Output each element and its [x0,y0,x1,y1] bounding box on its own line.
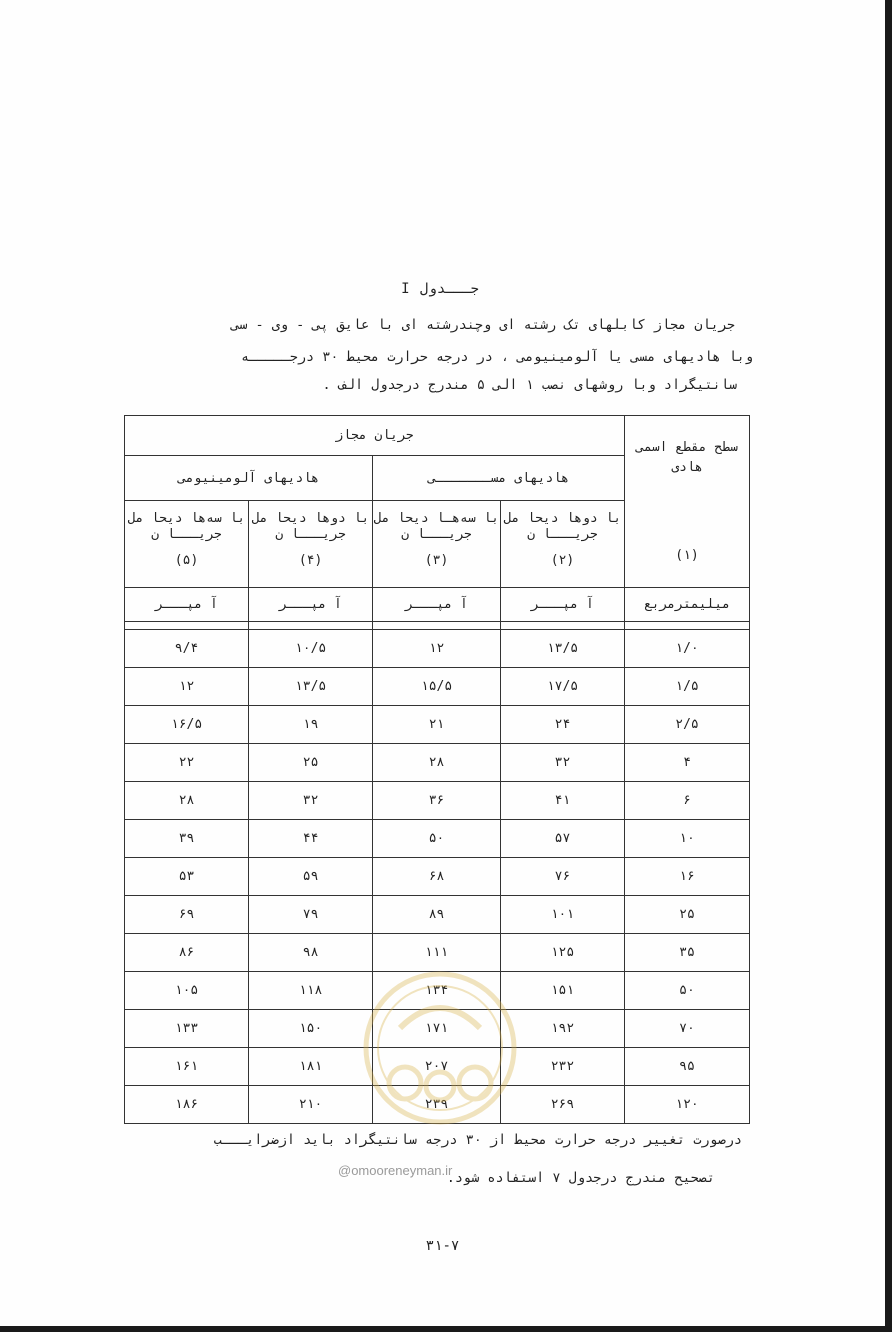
allowed-current-table [124,415,750,1124]
cell-area: ۷۰ [625,1010,750,1048]
col5-number: (۵) [174,553,199,568]
watermark-url: @omooreneyman.ir [338,1163,453,1178]
table-row [125,820,750,858]
cell-cu2: ۱۲۵ [500,934,624,972]
cell-al3: ۳۹ [125,820,249,858]
col2-number: (۲) [550,553,575,568]
cell-al2: ۳۲ [249,782,373,820]
cell-al2: ۵۹ [249,858,373,896]
allowed-current-header: جریان مجاز [125,416,625,456]
col4-header [249,501,373,588]
cell-area: ۱۲۰ [625,1086,750,1124]
cross-section-col-number: (۱) [675,548,699,563]
copper-group-header: هادیهای مســـــــی [373,456,625,501]
table-row [125,896,750,934]
unit-col5: آ مپـــر [125,588,249,622]
cell-al2: ۱۵۰ [249,1010,373,1048]
col3-label: با سه‌هـا دیحا مل جریـــا ن [373,511,500,542]
cell-al2: ۷۹ [249,896,373,934]
cell-area: ۴ [625,744,750,782]
cell-cu3: ۱۷۱ [373,1010,501,1048]
table-caption-line-2: وبا هادیهای مسی یا آلومینیومی ، در درجه حرارت محیط ۳۰ درجـــــه [240,349,753,365]
table-row [125,972,750,1010]
cell-cu3: ۱۲ [373,630,501,668]
cross-section-label: سطح مقطع اسمی هادی [636,440,738,475]
cell-cu2: ۲۴ [500,706,624,744]
col4-label: با دوها دیحا مل جریـــا ن [251,511,370,542]
cell-al3: ۱۶/۵ [125,706,249,744]
table-caption-line-3: سانتیگراد وبا روشهای نصب ۱ الی ۵ مندرج درجدول الف . [322,377,737,393]
cell-cu2: ۷۶ [500,858,624,896]
cell-al2: ۱۰/۵ [249,630,373,668]
cell-cu3: ۶۸ [373,858,501,896]
page-number: ۳۱-۷ [425,1238,460,1254]
cell-cu3: ۲۳۹ [373,1086,501,1124]
header-spacer [125,622,750,630]
cell-al3: ۶۹ [125,896,249,934]
cell-cu2: ۱۹۲ [500,1010,624,1048]
cell-al3: ۲۲ [125,744,249,782]
cell-al2: ۲۵ [249,744,373,782]
col3-header [373,501,501,588]
cell-al3: ۲۸ [125,782,249,820]
cell-cu3: ۵۰ [373,820,501,858]
unit-col4: آ مپـــر [249,588,373,622]
table-row [125,1048,750,1086]
footer-note-line-1: درصورت تغییر درجه حرارت محیط از ۳۰ درجه سانتیگراد باید ازضرایـــب [213,1132,742,1148]
table-row [125,744,750,782]
cell-cu2: ۱۳/۵ [500,630,624,668]
aluminum-group-header: هادیهای آلومینیومی [125,456,373,501]
cell-al2: ۱۳/۵ [249,668,373,706]
cell-cu2: ۵۷ [500,820,624,858]
unit-col2: آ مپـــر [500,588,624,622]
col4-number: (۴) [298,553,323,568]
cell-al2: ۴۴ [249,820,373,858]
cell-cu3: ۲۰۷ [373,1048,501,1086]
cell-cu2: ۱۷/۵ [500,668,624,706]
cell-cu2: ۲۳۲ [500,1048,624,1086]
table-row [125,934,750,972]
cell-cu3: ۸۹ [373,896,501,934]
cell-al2: ۱۸۱ [249,1048,373,1086]
table-row [125,1086,750,1124]
cell-al3: ۱۲ [125,668,249,706]
cell-area: ۵۰ [625,972,750,1010]
cell-al2: ۲۱۰ [249,1086,373,1124]
cell-area: ۲۵ [625,896,750,934]
col2-header [500,501,624,588]
cell-cu2: ۳۲ [500,744,624,782]
col3-number: (۳) [424,553,449,568]
cell-al3: ۹/۴ [125,630,249,668]
cell-area: ۱۶ [625,858,750,896]
table-row [125,858,750,896]
table-row [125,706,750,744]
table-row [125,782,750,820]
table-caption-title: جـــدول I [401,281,479,297]
table-caption-line-1: جریان مجاز کابلهای تک رشته ای وچندرشته ای با عایق پی - وی - سی [231,317,735,333]
footer-note-line-2: تصحیح مندرج درجدول ۷ استفاده شود. [446,1170,715,1186]
table-row [125,1010,750,1048]
cell-area: ۳۵ [625,934,750,972]
cell-area: ۱/۰ [625,630,750,668]
cell-cu3: ۲۱ [373,706,501,744]
cell-al3: ۱۰۵ [125,972,249,1010]
cell-area: ۲/۵ [625,706,750,744]
cell-cu3: ۳۶ [373,782,501,820]
col5-label: با سه‌ها دیحا مل جریـــا ن [127,511,246,542]
cell-al2: ۱۱۸ [249,972,373,1010]
cell-cu3: ۱۵/۵ [373,668,501,706]
cell-al2: ۱۹ [249,706,373,744]
table-row [125,630,750,668]
unit-col3: آ مپـــر [373,588,501,622]
cell-al3: ۱۶۱ [125,1048,249,1086]
cell-cu2: ۲۶۹ [500,1086,624,1124]
cell-cu3: ۱۳۴ [373,972,501,1010]
col2-label: با دوها دیحا مل جریـــا ن [503,511,622,542]
cell-cu2: ۴۱ [500,782,624,820]
unit-cross: میلیمترمربع [625,588,750,622]
cell-al2: ۹۸ [249,934,373,972]
col5-header [125,501,249,588]
cell-al3: ۵۳ [125,858,249,896]
cell-area: ۹۵ [625,1048,750,1086]
cell-al3: ۱۸۶ [125,1086,249,1124]
cell-cu3: ۱۱۱ [373,934,501,972]
cell-area: ۱۰ [625,820,750,858]
cell-al3: ۸۶ [125,934,249,972]
cell-area: ۱/۵ [625,668,750,706]
cell-cu3: ۲۸ [373,744,501,782]
cell-cu2: ۱۵۱ [500,972,624,1010]
cell-area: ۶ [625,782,750,820]
cross-section-header [625,416,750,588]
table-row [125,668,750,706]
cell-cu2: ۱۰۱ [500,896,624,934]
cell-al3: ۱۳۳ [125,1010,249,1048]
